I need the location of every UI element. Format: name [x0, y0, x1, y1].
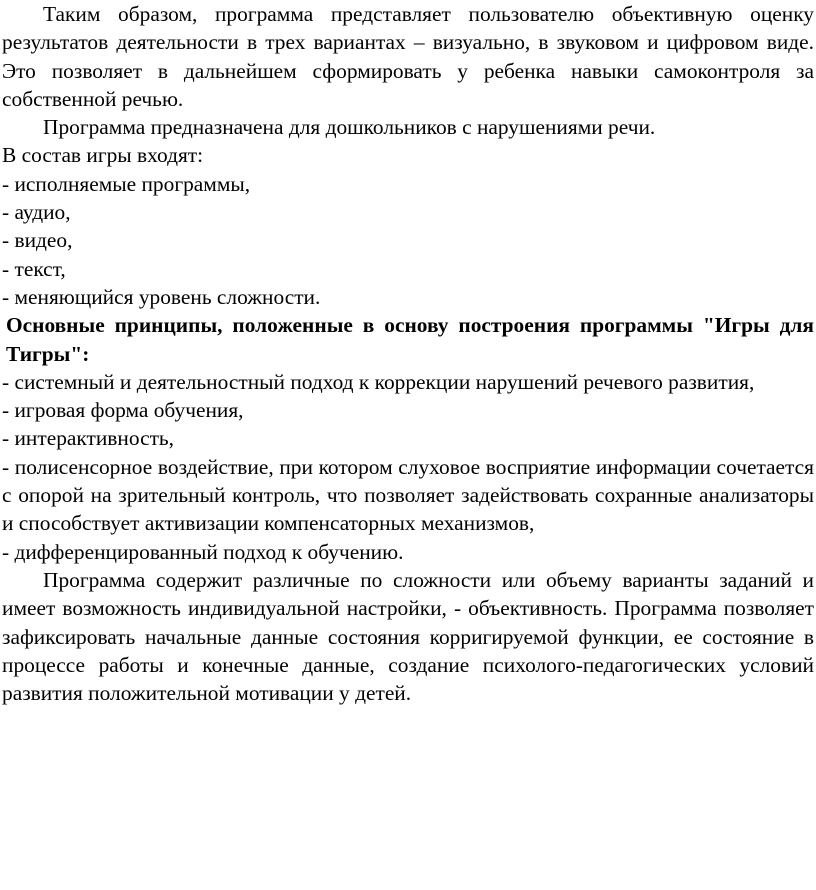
document-page: [2, 0, 814, 707]
principle-item: - полисенсорное воздействие, при котором слуховое восприятие информации сочетается с опорой на зрительный контроль, что позволяет задействовать сохранные анализаторы и способствует активизации компенсаторных механизмов,: [2, 454, 814, 536]
principle-item: - интерактивность,: [2, 426, 175, 451]
principle-item: - системный и деятельностный подход к коррекции нарушений речевого развития,: [2, 369, 755, 394]
composition-item: - исполняемые программы,: [2, 171, 251, 196]
composition-item: - текст,: [2, 256, 66, 281]
composition-intro: В состав игры входят:: [2, 143, 204, 168]
principle-item: - дифференцированный подход к обучению.: [2, 539, 404, 564]
composition-item: - меняющийся уровень сложности.: [2, 284, 321, 309]
composition-item: - аудио,: [2, 200, 71, 225]
purpose-paragraph: Программа предназначена для дошкольников с нарушениями речи.: [43, 115, 656, 140]
intro-paragraph: Таким образом, программа представляет пользователю объективную оценку результатов деятельности в трех вариантах – визуально, в звуковом и цифровом виде. Это позволяет в дальнейшем сформировать у ребенка навыки самоконтроля за собственной речью.: [2, 2, 814, 111]
principle-item: - игровая форма обучения,: [2, 398, 244, 423]
principles-heading: Основные принципы, положенные в основу построения программы "Игры для Тигры":: [6, 313, 814, 366]
closing-paragraph: Программа содержит различные по сложности или объему варианты заданий и имеет возможность индивидуальной настройки, - объективность. Программа позволяет зафиксировать начальные данные состояния корригируемой функции, ее состояние в процессе работы и конечные данные, создание психолого-педагогических условий развития положительной мотивации у детей.: [2, 567, 814, 706]
composition-item: - видео,: [2, 228, 73, 253]
